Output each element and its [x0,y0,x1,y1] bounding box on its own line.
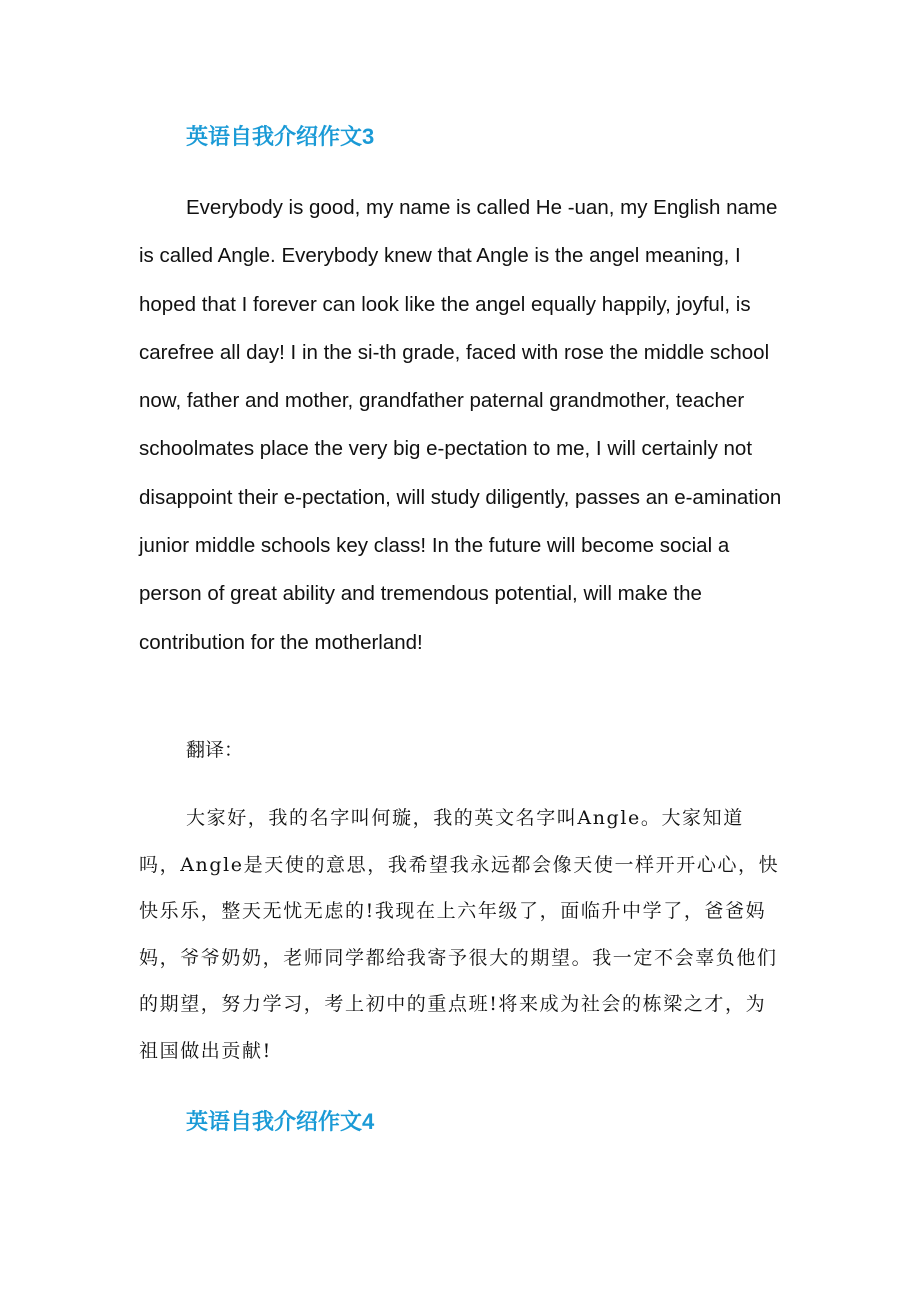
section-4-heading: 英语自我介绍作文4 [186,1109,375,1134]
chinese-translation-paragraph: 大家好，我的名字叫何璇，我的英文名字叫Angle。大家知道吗，Angle是天使的意思，我希望我永远都会像天使一样开开心心，快快乐乐，整天无忧无虑的!我现在上六年级了，面临升中学了，爸爸妈妈，爷爷奶奶，老师同学都给我寄予很大的期望。我一定不会辜负他们的期望，努力学习，考上初中的重点班!将来成为社会的栋梁之才，为祖国做出贡献! [139,807,780,1062]
english-paragraph: Everybody is good, my name is called He -uan, my English name is called Angle. Everybody knew that Angle is the angel meaning, I hoped that I forever can look like the angel equally happily, joyful, is carefree all day! I in the si-th grade, faced with rose the middle school now, father and mother, grandfather paternal grandmother, teacher schoolmates place the very big e-pectation to me, I will certainly not disappoint their e-pectation, will study diligently, passes an e-amination junior middle schools key class! In the future will become social a person of great ability and tremendous potential, will make the contribution for the motherland! [139,196,782,654]
section-3-heading: 英语自我介绍作文3 [186,124,375,149]
translation-label: 翻译： [186,739,244,761]
